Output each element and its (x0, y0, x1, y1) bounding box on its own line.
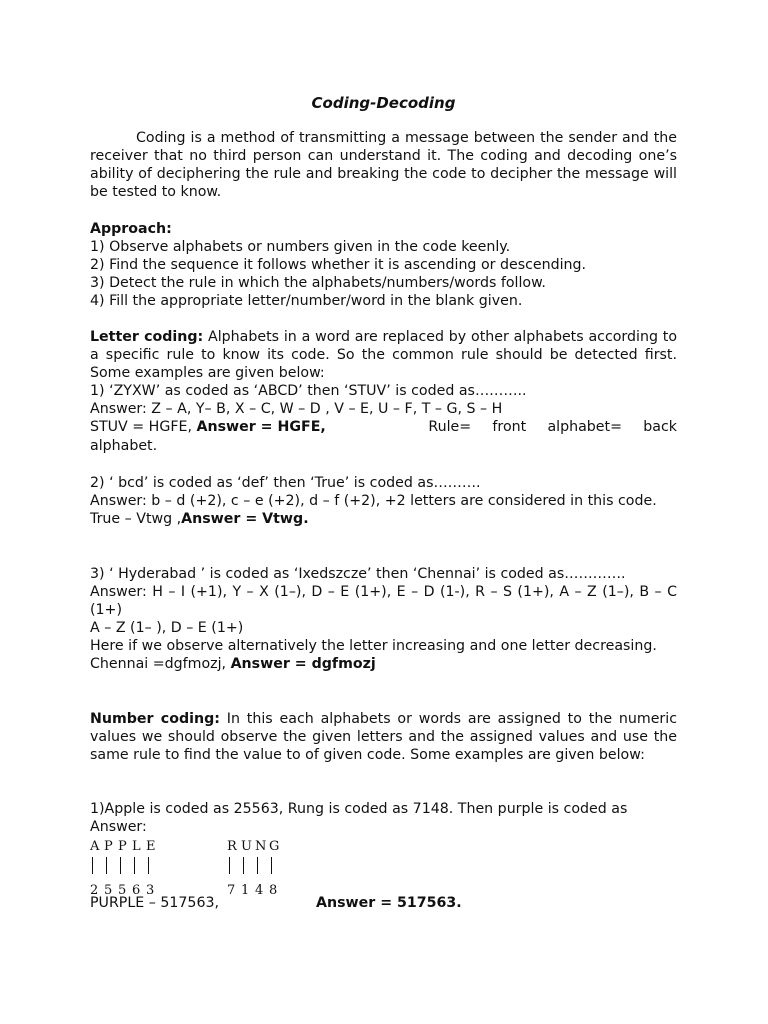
connector-bar (146, 857, 160, 880)
apple-digit: 5 (104, 882, 113, 898)
example-1-result-line (90, 418, 677, 436)
rung-digit: 1 (241, 882, 250, 898)
connector-bar (255, 857, 269, 880)
rule-word: front (492, 419, 527, 436)
approach-item: 4) Fill the appropriate letter/number/word in the blank given. (90, 293, 523, 310)
example-1-result (90, 418, 326, 436)
example-2-result-prefix: True – Vtwg , (90, 511, 182, 528)
example-3-question: 3) ‘ Hyderabad ’ is coded as ‘Ixedszcze’ then ‘Chennai’ is coded as…………. (90, 566, 626, 582)
apple-letter: E (146, 838, 156, 854)
example-2-answer: Answer: b – d (+2), c – e (+2), d – f (+2), +2 letters are considered in this code. (90, 493, 657, 510)
spacer (347, 418, 407, 436)
apple-letter: L (132, 838, 141, 854)
number-coding-desc: In this each alphabets or words are assigned to the numeric values we should observe the given letters and the assigned values and use the same rule to find the value to of given code. Some examples are given below: (90, 711, 677, 764)
example-1-question: 1) ‘ZYXW’ as coded as ‘ABCD’ then ‘STUV’ is coded as……….. (90, 383, 527, 400)
example-2-result-bold: Answer = Vtwg. (181, 511, 309, 528)
rung-letter: G (269, 838, 280, 854)
rung-letter: N (255, 838, 267, 854)
final-prefix: PURPLE – 517563, (90, 895, 220, 911)
rung-letter: U (241, 838, 252, 854)
example-1-rule-end: alphabet. (90, 437, 158, 454)
rung-letters-row (227, 836, 283, 858)
final-answer: Answer = 517563. (316, 895, 462, 911)
apple-bars-row (90, 858, 160, 880)
apple-mapping (90, 836, 160, 902)
connector-bar (104, 857, 118, 880)
example-3-result-bold: Answer = dgfmozj (230, 656, 376, 673)
approach-section (90, 220, 677, 310)
connector-bar (118, 857, 132, 880)
letter-example-2 (90, 474, 677, 528)
apple-digit: 6 (132, 882, 141, 898)
letter-example-3 (90, 565, 677, 674)
connector-bar (132, 857, 146, 880)
number-coding-intro (90, 710, 677, 764)
example-2-result (90, 510, 677, 528)
rung-digit: 4 (255, 882, 264, 898)
rung-digit: 7 (227, 882, 236, 898)
rule-word: Rule= (428, 419, 472, 436)
approach-heading: Approach: (90, 221, 172, 237)
approach-item: 2) Find the sequence it follows whether it is ascending or descending. (90, 257, 587, 274)
rung-bars-row (227, 858, 283, 880)
example-3-result-prefix: Chennai =dgfmozj, (90, 656, 231, 673)
number-example-1 (90, 800, 677, 836)
apple-letter: P (118, 838, 127, 854)
number-example-final (90, 894, 677, 912)
apple-digit: 3 (146, 882, 155, 898)
example-1-result-prefix: STUV = HGFE, (90, 419, 197, 436)
number-coding-section (90, 710, 677, 764)
number-coding-heading: Number coding: (90, 711, 220, 727)
letter-coding-heading: Letter coding: (90, 329, 204, 345)
rung-mapping (227, 836, 283, 902)
letter-coding-desc: Alphabets in a word are replaced by other alphabets according to a specific rule to know its code. So the common rule should be detected first. Some examples are given below: (90, 329, 678, 382)
intro-paragraph (90, 129, 677, 201)
example-3-answer: Answer: H – I (+1), Y – X (1–), D – E (1+), E – D (1-), R – S (1+), A – Z (1–), B – C (1+) (90, 584, 677, 619)
apple-letter: P (104, 838, 113, 854)
example-3-note: Here if we observe alternatively the letter increasing and one letter decreasing. (90, 638, 657, 655)
connector-bar (90, 857, 104, 880)
letter-coding-section (90, 328, 677, 455)
number-example-answer-label: Answer: (90, 819, 147, 836)
apple-letter: A (90, 838, 100, 854)
example-3-answer-cont: A – Z (1– ), D – E (1+) (90, 620, 244, 637)
rule-word: back (643, 419, 677, 436)
rung-digit: 8 (269, 882, 278, 898)
connector-bar (227, 857, 241, 880)
number-example-question: 1)Apple is coded as 25563, Rung is coded as 7148. Then purple is coded as (90, 801, 628, 817)
apple-digit: 5 (118, 882, 127, 898)
example-3-result (90, 655, 677, 673)
apple-digit: 2 (90, 882, 99, 898)
approach-item: 3) Detect the rule in which the alphabets/numbers/words follow. (90, 275, 546, 292)
connector-bar (241, 857, 255, 880)
example-2-question: 2) ‘ bcd’ is coded as ‘def’ then ‘True’ is coded as………. (90, 475, 481, 491)
approach-item: 1) Observe alphabets or numbers given in the code keenly. (90, 239, 511, 256)
apple-letters-row (90, 836, 160, 858)
document-title: Coding-Decoding (311, 94, 456, 112)
example-1-result-bold: Answer = HGFE, (196, 419, 326, 436)
letter-coding-intro (90, 328, 677, 382)
connector-bar (269, 857, 283, 880)
rule-word: alphabet= (547, 419, 622, 436)
final-answer-line (90, 894, 677, 912)
intro-text: Coding is a method of transmitting a message between the sender and the receiver that no third person can understand it. The coding and decoding one’s ability of deciphering the rule and breaking the code to decipher the message will be tested to know. (90, 130, 677, 201)
rung-letter: R (227, 838, 237, 854)
example-1-answer: Answer: Z – A, Y– B, X – C, W – D , V – E, U – F, T – G, S – H (90, 401, 503, 418)
